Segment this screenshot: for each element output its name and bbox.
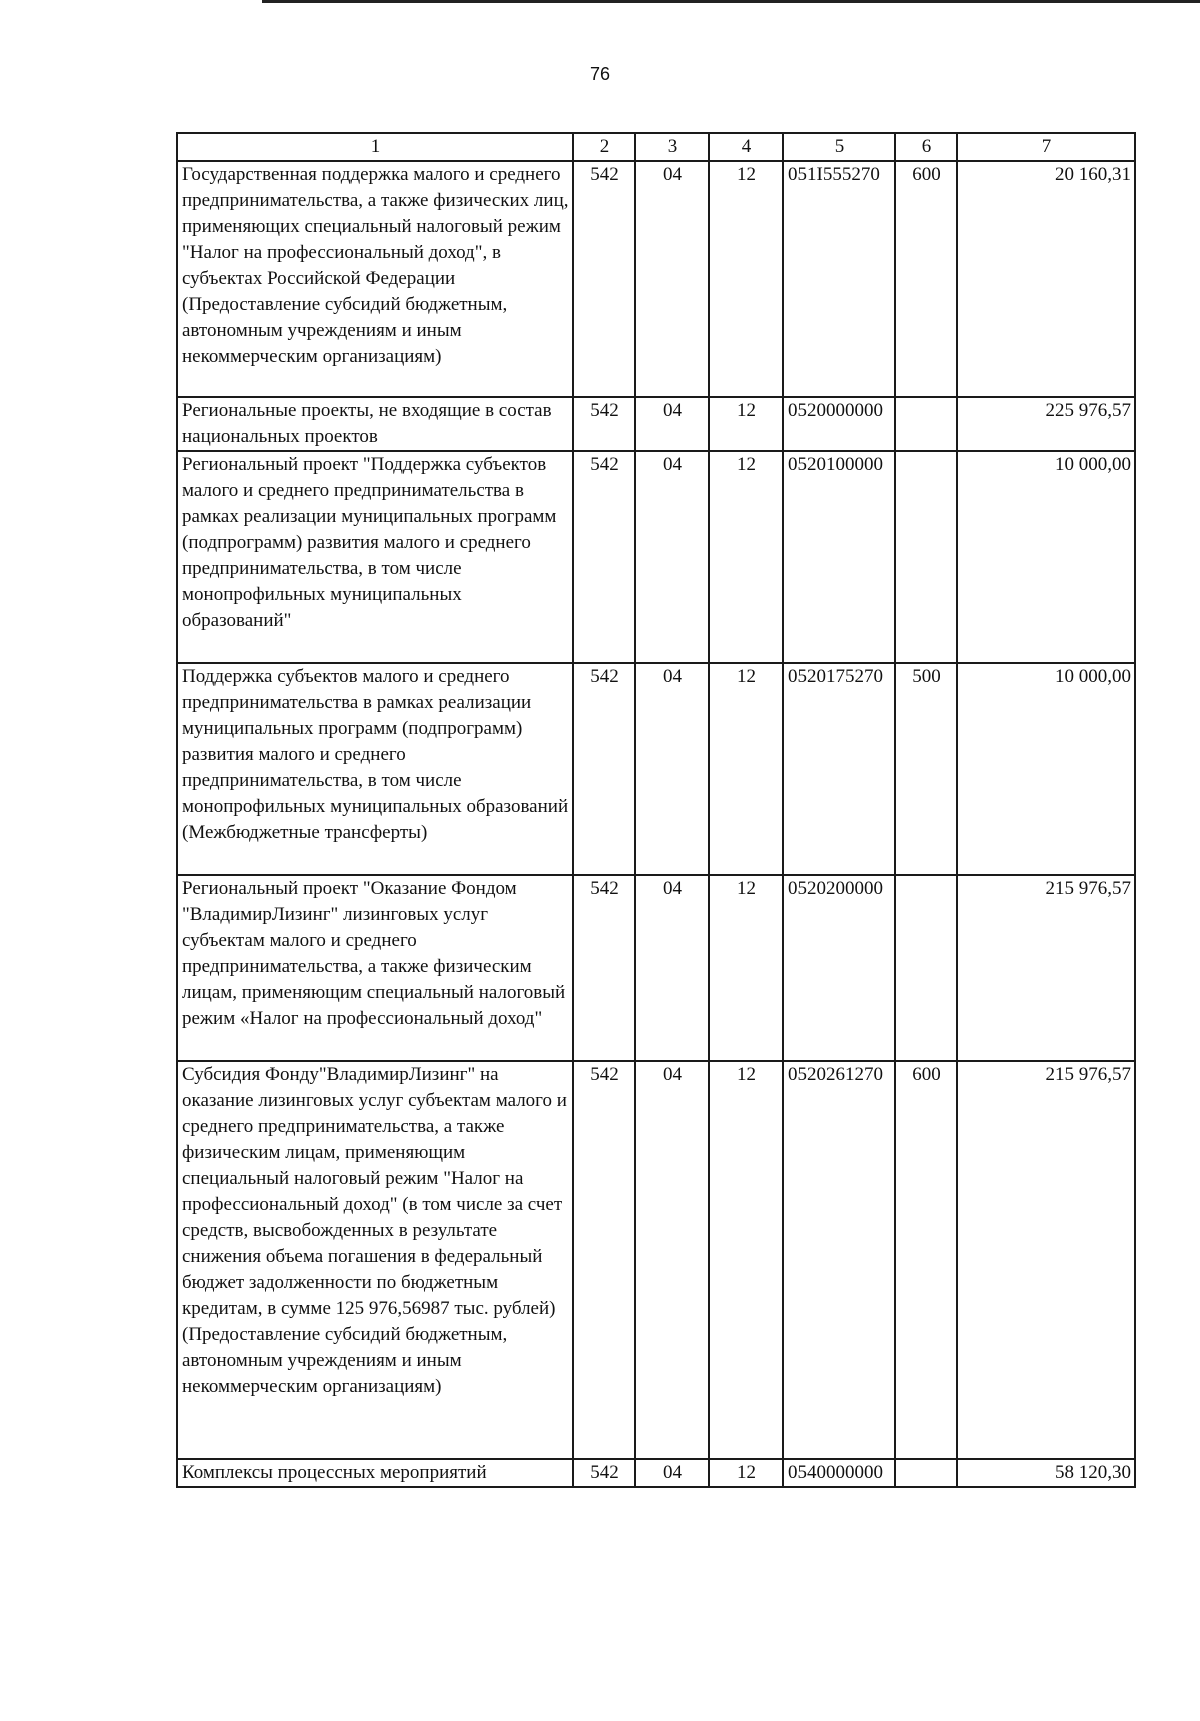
column-header-2: 2 <box>573 133 635 161</box>
column-header-3: 3 <box>635 133 709 161</box>
column-header-1: 1 <box>177 133 573 161</box>
row-section-code: 04 <box>635 663 709 875</box>
row-ministry-code: 542 <box>573 397 635 451</box>
column-header-7: 7 <box>957 133 1135 161</box>
row-expense-type: 500 <box>895 663 957 875</box>
top-edge-rule <box>262 0 1200 3</box>
row-expense-type <box>895 875 957 1061</box>
table-row <box>177 663 1135 875</box>
row-section-code: 04 <box>635 397 709 451</box>
row-section-code: 04 <box>635 1061 709 1459</box>
row-subsection-code: 12 <box>709 1061 783 1459</box>
row-section-code: 04 <box>635 161 709 397</box>
row-name: Комплексы процессных мероприятий <box>177 1459 573 1487</box>
page-number: 76 <box>589 64 611 84</box>
row-target-code: 0520100000 <box>783 451 895 663</box>
row-expense-type <box>895 1459 957 1487</box>
row-section-code: 04 <box>635 875 709 1061</box>
row-expense-type: 600 <box>895 1061 957 1459</box>
row-name: Поддержка субъектов малого и среднего предпринимательства в рамках реализации муниципальных программ (подпрограмм) развития малого и среднего предпринимательства, в том числе монопрофильных муниципальных образований (Межбюджетные трансферты) <box>177 663 573 875</box>
row-name: Государственная поддержка малого и среднего предпринимательства, а также физических лиц, применяющих специальный налоговый режим "Налог на профессиональный доход", в субъектах Российской Федерации (Предоставление субсидий бюджетным, автономным учреждениям и иным некоммерческим организациям) <box>177 161 573 397</box>
row-ministry-code: 542 <box>573 875 635 1061</box>
row-subsection-code: 12 <box>709 451 783 663</box>
row-amount: 215 976,57 <box>957 875 1135 1061</box>
row-ministry-code: 542 <box>573 663 635 875</box>
row-target-code: 0540000000 <box>783 1459 895 1487</box>
row-target-code: 0520000000 <box>783 397 895 451</box>
table-row <box>177 1061 1135 1459</box>
row-ministry-code: 542 <box>573 161 635 397</box>
row-amount: 215 976,57 <box>957 1061 1135 1459</box>
budget-table <box>176 132 1136 1488</box>
row-ministry-code: 542 <box>573 451 635 663</box>
row-ministry-code: 542 <box>573 1061 635 1459</box>
row-expense-type <box>895 397 957 451</box>
row-name: Региональный проект "Поддержка субъектов малого и среднего предпринимательства в рамках реализации муниципальных программ (подпрограмм) развития малого и среднего предпринимательства, в том числе монопрофильных муниципальных образований" <box>177 451 573 663</box>
table-row <box>177 875 1135 1061</box>
row-amount: 10 000,00 <box>957 451 1135 663</box>
row-subsection-code: 12 <box>709 161 783 397</box>
row-name: Региональный проект "Оказание Фондом "ВладимирЛизинг" лизинговых услуг субъектам малого и среднего предпринимательства, а также физическим лицам, применяющим специальный налоговый режим «Налог на профессиональный доход" <box>177 875 573 1061</box>
row-target-code: 0520261270 <box>783 1061 895 1459</box>
row-amount: 225 976,57 <box>957 397 1135 451</box>
row-section-code: 04 <box>635 1459 709 1487</box>
row-subsection-code: 12 <box>709 875 783 1061</box>
column-header-6: 6 <box>895 133 957 161</box>
row-amount: 58 120,30 <box>957 1459 1135 1487</box>
header-row <box>177 133 1135 161</box>
row-target-code: 051I555270 <box>783 161 895 397</box>
row-name: Региональные проекты, не входящие в состав национальных проектов <box>177 397 573 451</box>
column-header-4: 4 <box>709 133 783 161</box>
row-amount: 20 160,31 <box>957 161 1135 397</box>
column-header-5: 5 <box>783 133 895 161</box>
table-row <box>177 1459 1135 1487</box>
row-expense-type: 600 <box>895 161 957 397</box>
row-expense-type <box>895 451 957 663</box>
row-name: Субсидия Фонду"ВладимирЛизинг" на оказание лизинговых услуг субъектам малого и среднего предпринимательства, а также физическим лицам, применяющим специальный налоговый режим "Налог на профессиональный доход" (в том числе за счет средств, высвобожденных в результате снижения объема погашения в федеральный бюджет задолженности по бюджетным кредитам, в сумме 125 976,56987 тыс. рублей) (Предоставление субсидий бюджетным, автономным учреждениям и иным некоммерческим организациям) <box>177 1061 573 1459</box>
row-ministry-code: 542 <box>573 1459 635 1487</box>
row-subsection-code: 12 <box>709 397 783 451</box>
table-row <box>177 451 1135 663</box>
row-target-code: 0520175270 <box>783 663 895 875</box>
table-row <box>177 397 1135 451</box>
table-row <box>177 161 1135 397</box>
row-amount: 10 000,00 <box>957 663 1135 875</box>
row-subsection-code: 12 <box>709 663 783 875</box>
row-subsection-code: 12 <box>709 1459 783 1487</box>
row-target-code: 0520200000 <box>783 875 895 1061</box>
row-section-code: 04 <box>635 451 709 663</box>
